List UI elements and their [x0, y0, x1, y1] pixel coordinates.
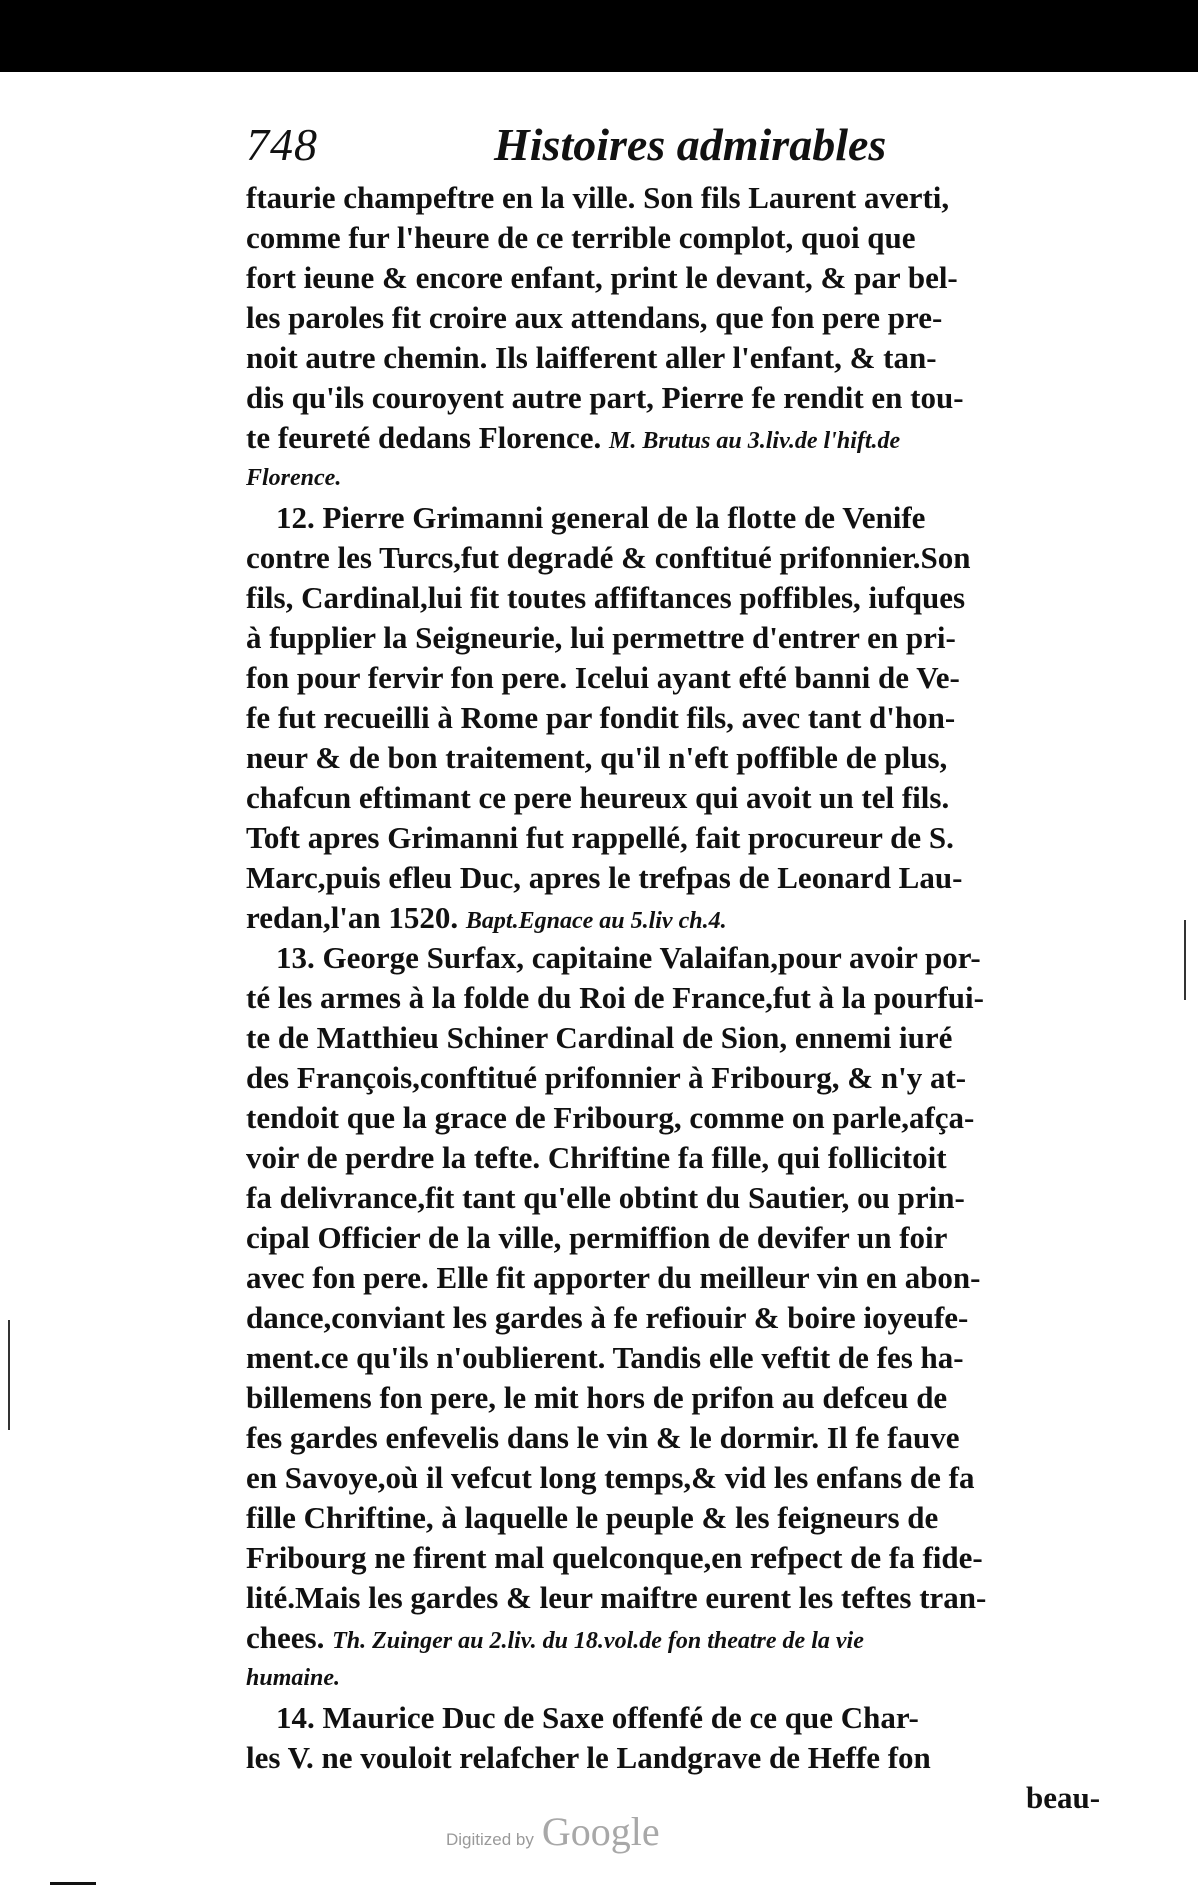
text-line: comme fur l'heure de ce terrible complot, quoi que — [246, 220, 916, 255]
citation-continuation: humaine. — [246, 1665, 341, 1691]
text-line: contre les Turcs,fut degradé & conftitué prifonnier.Son — [246, 540, 971, 575]
text-line — [246, 1618, 864, 1658]
text-line: neur & de bon traitement, qu'il n'eft poffible de plus, — [246, 740, 948, 775]
text-line: ftaurie champeftre en la ville. Son fils Laurent averti, — [246, 180, 950, 215]
text-line: 13. George Surfax, capitaine Valaifan,pour avoir por- — [276, 940, 981, 975]
text-line: dance,conviant les gardes à fe refiouir & boire ioyeufe- — [246, 1300, 969, 1335]
text-line: fa delivrance,fit tant qu'elle obtint du Sautier, ou prin- — [246, 1180, 965, 1215]
text-line: cipal Officier de la ville, permiffion de devifer un foir — [246, 1220, 948, 1255]
scan-top-border — [0, 0, 1198, 72]
text-line: avec fon pere. Elle fit apporter du meilleur vin en abon- — [246, 1260, 981, 1295]
text-line: tendoit que la grace de Fribourg, comme on parle,afça- — [246, 1100, 975, 1135]
citation: M. Brutus au 3.liv.de l'hift.de — [609, 428, 901, 454]
text-line: ment.ce qu'ils n'oublierent. Tandis elle veftit de fes ha- — [246, 1340, 964, 1375]
text-line: billemens fon pere, le mit hors de prifon au defceu de — [246, 1380, 948, 1415]
page-header — [246, 118, 886, 178]
text-fragment: chees. — [246, 1620, 325, 1655]
text-line: Toft apres Grimanni fut rappellé, fait procureur de S. — [246, 820, 954, 855]
text-line: les V. ne vouloit relafcher le Landgrave de Heffe fon — [246, 1740, 931, 1775]
text-line: Marc,puis efleu Duc, apres le trefpas de Leonard Lau- — [246, 860, 963, 895]
text-line: noit autre chemin. Ils laifferent aller l'enfant, & tan- — [246, 340, 937, 375]
text-fragment: redan,l'an 1520. — [246, 900, 459, 935]
text-line: dis qu'ils couroyent autre part, Pierre fe rendit en tou- — [246, 380, 964, 415]
text-line: fort ieune & encore enfant, print le devant, & par bel- — [246, 260, 958, 295]
scan-artifact — [50, 1882, 96, 1885]
text-line: en Savoye,où il vefcut long temps,& vid les enfans de fa — [246, 1460, 975, 1495]
text-line — [246, 898, 727, 938]
text-line: des François,conftitué prifonnier à Fribourg, & n'y at- — [246, 1060, 967, 1095]
text-line: te de Matthieu Schiner Cardinal de Sion, ennemi iuré — [246, 1020, 953, 1055]
text-line: fon pour fervir fon pere. Icelui ayant efté banni de Ve- — [246, 660, 960, 695]
text-line: chafcun eftimant ce pere heureux qui avoit un tel fils. — [246, 780, 950, 815]
catchword: beau- — [1026, 1780, 1101, 1815]
text-line: fe fut recueilli à Rome par fondit fils, avec tant d'hon- — [246, 700, 956, 735]
text-line: té les armes à la folde du Roi de France,fut à la pourfui- — [246, 980, 984, 1015]
page-number: 748 — [246, 119, 318, 170]
margin-mark — [8, 1320, 10, 1430]
text-fragment: te feureté dedans Florence. — [246, 420, 602, 455]
citation: Bapt.Egnace au 5.liv ch.4. — [465, 908, 727, 934]
google-logo: Google — [541, 1809, 660, 1854]
text-line: fes gardes enfevelis dans le vin & le dormir. Il fe fauve — [246, 1420, 960, 1455]
margin-mark — [1184, 920, 1186, 1000]
text-line: à fupplier la Seigneurie, lui permettre d'entrer en pri- — [246, 620, 956, 655]
text-line: 12. Pierre Grimanni general de la flotte de Venife — [276, 500, 926, 535]
text-line: fils, Cardinal,lui fit toutes affiftances poffibles, iufques — [246, 580, 966, 615]
digitized-by-text: Digitized by — [446, 1830, 534, 1849]
citation: Th. Zuinger au 2.liv. du 18.vol.de fon theatre de la vie — [332, 1628, 864, 1654]
text-line: Fribourg ne firent mal quelconque,en refpect de fa fide- — [246, 1540, 983, 1575]
running-head: Histoires admirables — [494, 119, 887, 170]
citation-continuation: Florence. — [246, 465, 342, 491]
digitization-watermark — [446, 1808, 660, 1855]
text-line: voir de perdre la tefte. Chriftine fa fille, qui follicitoit — [246, 1140, 947, 1175]
text-line: 14. Maurice Duc de Saxe offenfé de ce que Char- — [276, 1700, 919, 1735]
text-line: lité.Mais les gardes & leur maiftre eurent les teftes tran- — [246, 1580, 987, 1615]
text-line: fille Chriftine, à laquelle le peuple & les feigneurs de — [246, 1500, 939, 1535]
text-line: les paroles fit croire aux attendans, que fon pere pre- — [246, 300, 943, 335]
text-line — [246, 418, 900, 458]
